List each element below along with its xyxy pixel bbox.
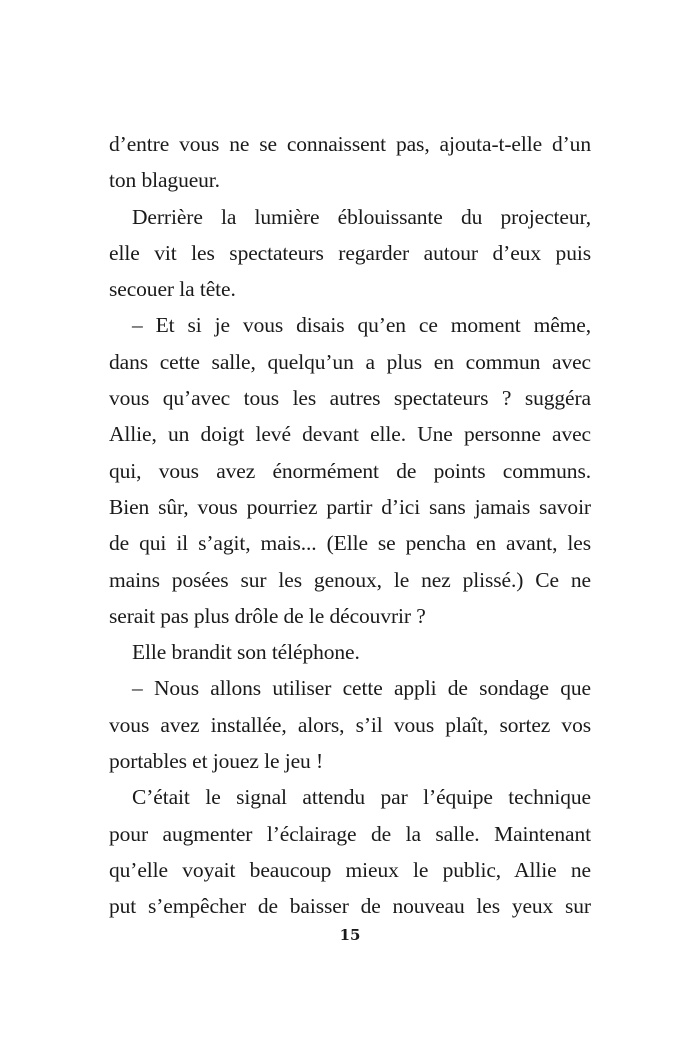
text-line: C’était le signal attendu par l’équipe technique (132, 785, 591, 810)
text-line: vous avez installée, alors, s’il vous plaît, sortez vos (109, 712, 591, 737)
text-line: mains posées sur les genoux, le nez plissé.) Ce ne (109, 567, 591, 592)
text-line: – Nous allons utiliser cette appli de sondage que (132, 676, 591, 701)
text-line: portables et jouez le jeu ! (109, 749, 324, 774)
text-line: pour augmenter l’éclairage de la salle. Maintenant (109, 821, 591, 846)
text-line: ton blagueur. (109, 168, 220, 193)
text-line: qu’elle voyait beaucoup mieux le public, Allie ne (109, 857, 591, 882)
text-line: put s’empêcher de baisser de nouveau les yeux sur (109, 894, 591, 919)
text-line: Derrière la lumière éblouissante du projecteur, (132, 204, 591, 229)
text-line: dans cette salle, quelqu’un a plus en commun avec (109, 349, 591, 374)
text-line: Bien sûr, vous pourriez partir d’ici sans jamais savoir (109, 494, 591, 519)
text-line: de qui il s’agit, mais... (Elle se pencha en avant, les (109, 531, 591, 556)
text-line: Elle brandit son téléphone. (132, 640, 360, 665)
page-number: 15 (339, 926, 361, 944)
text-line: serait pas plus drôle de le découvrir ? (109, 603, 426, 628)
text-line: qui, vous avez énormément de points communs. (109, 458, 591, 483)
body-text (109, 126, 591, 925)
text-line: secouer la tête. (109, 277, 236, 302)
text-line: d’entre vous ne se connaissent pas, ajouta-t-elle d’un (109, 132, 591, 156)
text-line: – Et si je vous disais qu’en ce moment même, (132, 313, 591, 338)
text-line: Allie, un doigt levé devant elle. Une personne avec (109, 422, 591, 447)
text-line: vous qu’avec tous les autres spectateurs ? suggéra (109, 386, 591, 411)
text-line: elle vit les spectateurs regarder autour d’eux puis (109, 240, 591, 265)
